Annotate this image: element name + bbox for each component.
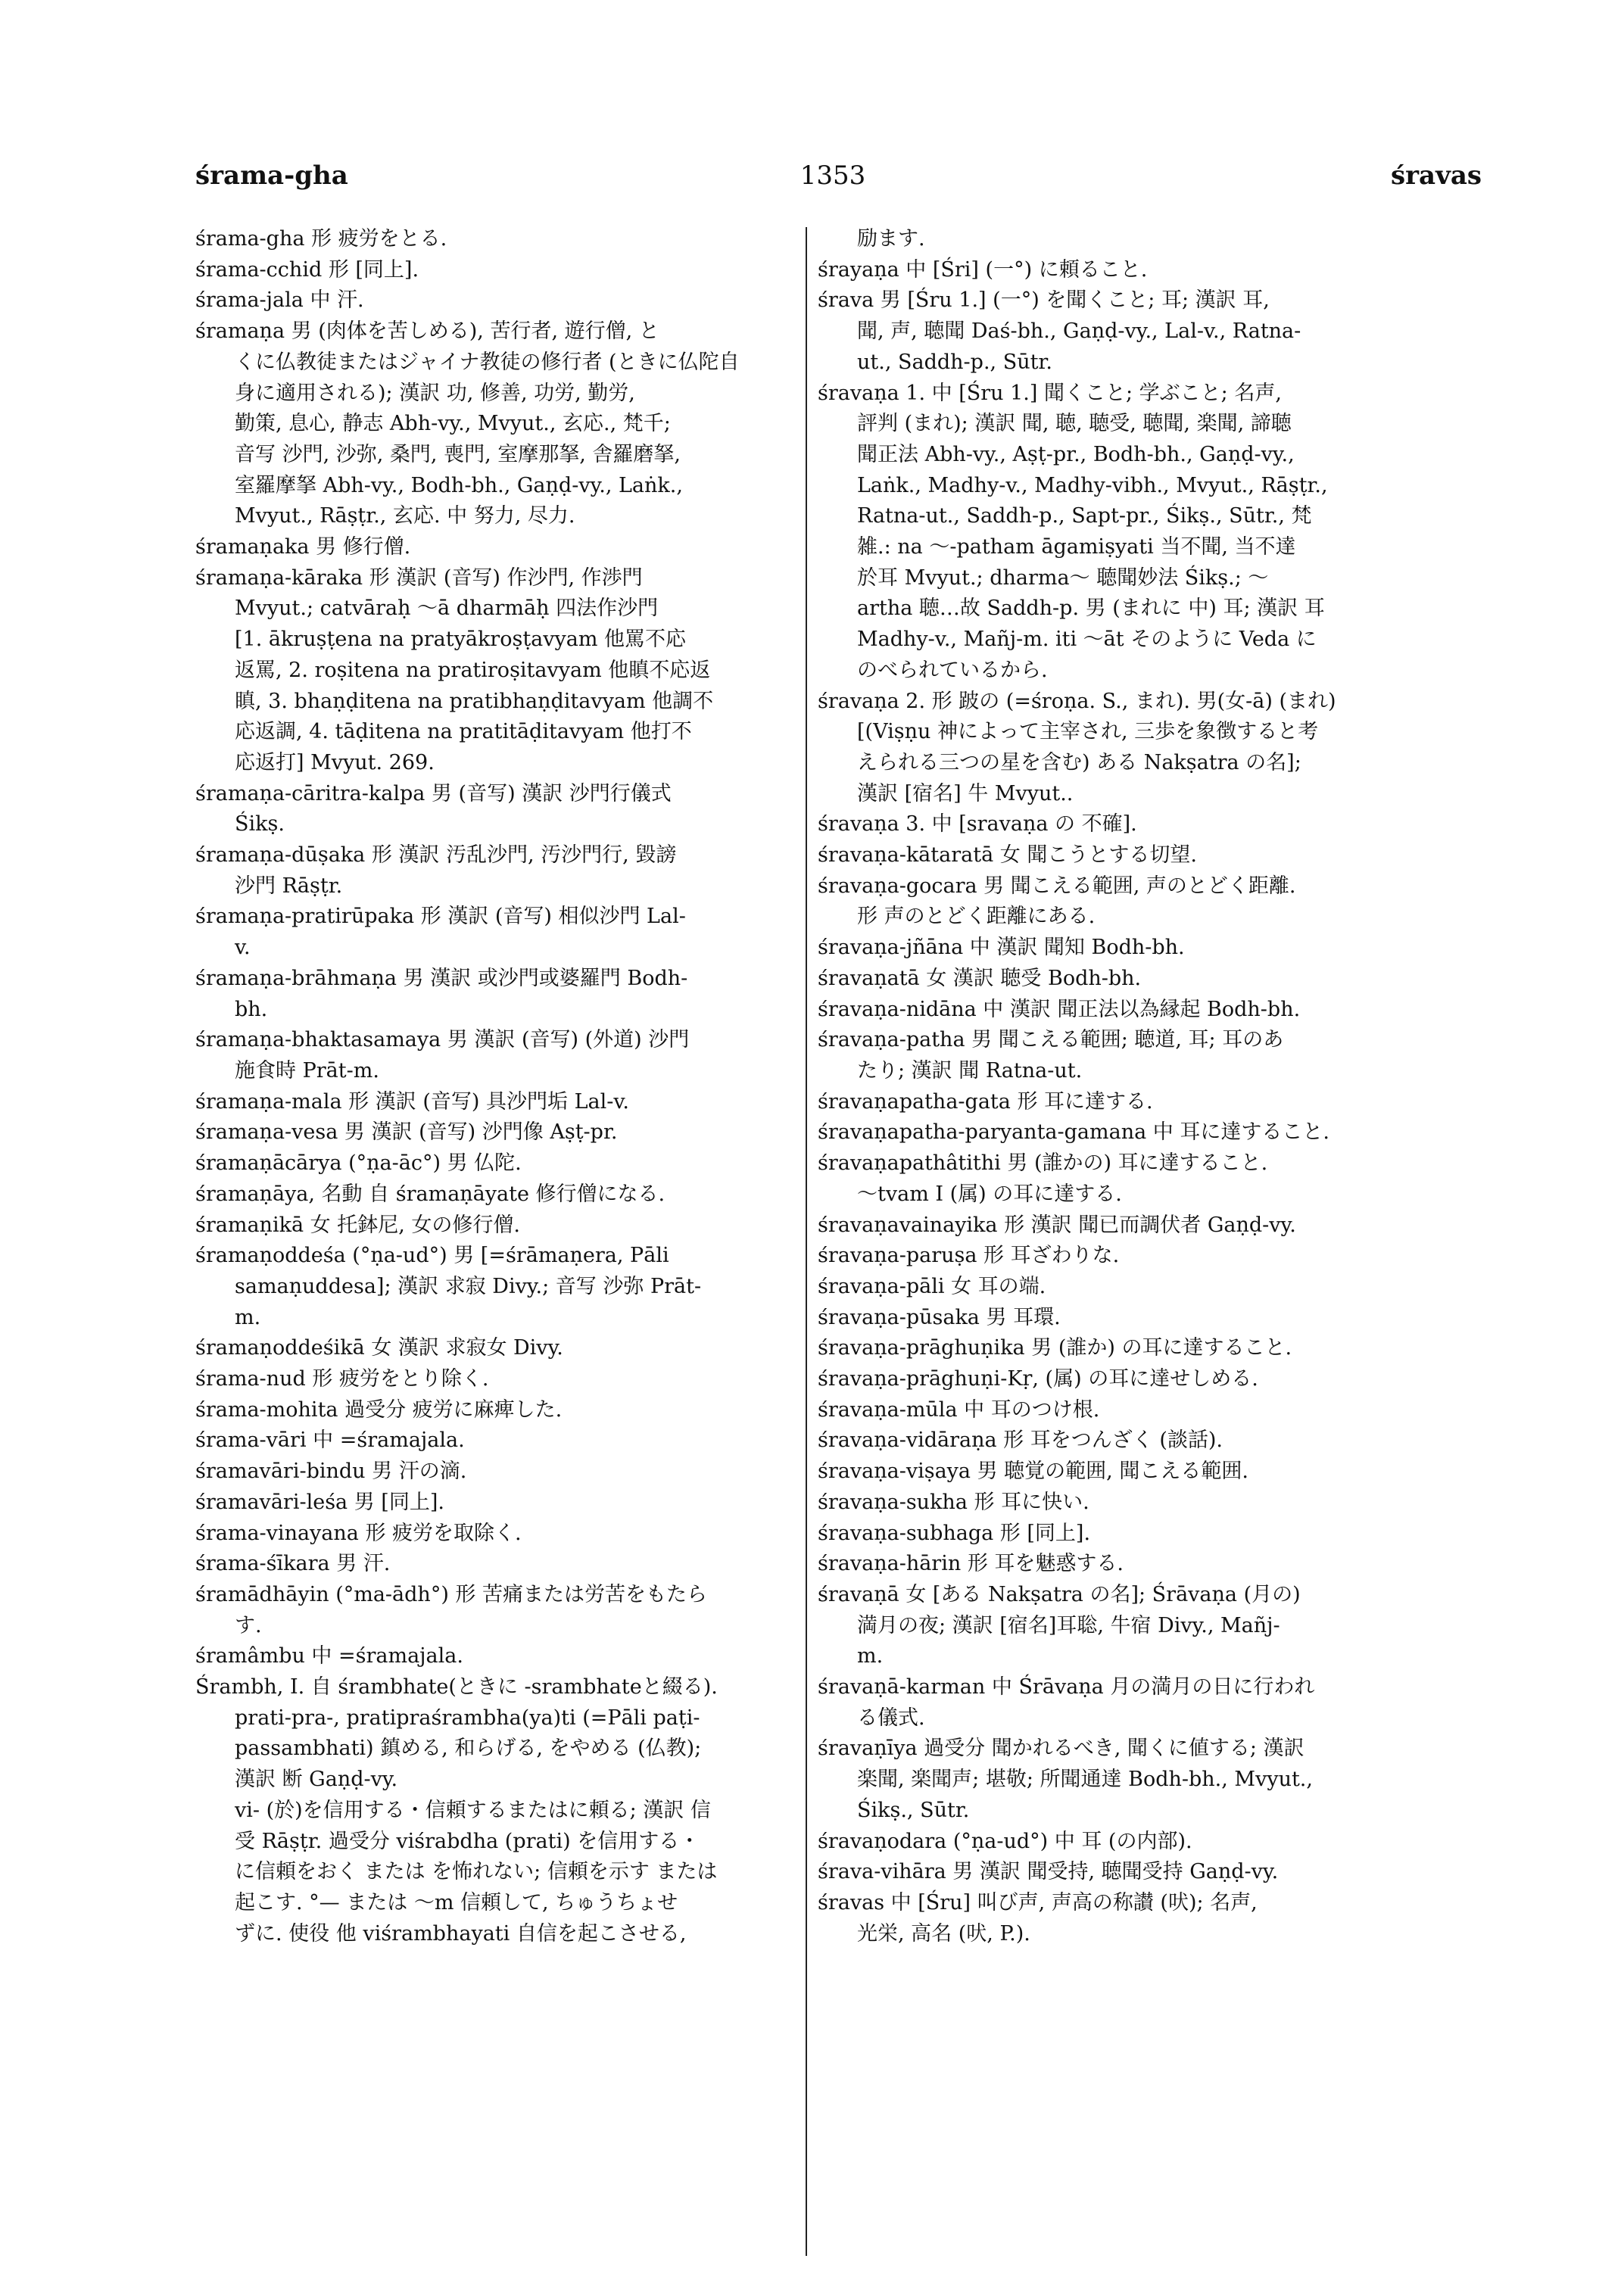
dictionary-entry: Śrambh, I. 自 śrambhate(ときに -srambhateと綴る). bbox=[195, 1675, 718, 1699]
dictionary-entry: śramaṇa-dūṣaka 形 漢訳 汚乱沙門, 汚沙門行, 毀謗 bbox=[195, 843, 677, 868]
entry-continuation: 身に適用される); 漢訳 功, 修善, 功労, 勤労, bbox=[235, 381, 635, 405]
dictionary-entry: śrava 男 [Śru 1.] (一°) を聞くこと; 耳; 漢訳 耳, bbox=[818, 288, 1270, 313]
entry-continuation: bh. bbox=[235, 997, 268, 1021]
entry-continuation: ずに. 使役 他 viśrambhayati 自信を起こさせる, bbox=[235, 1921, 687, 1946]
entry-continuation: m. bbox=[857, 1644, 884, 1668]
page-number: 1353 bbox=[800, 160, 866, 191]
dictionary-entry: śravaṇīya 過受分 聞かれるべき, 聞くに値する; 漢訳 bbox=[818, 1737, 1304, 1761]
dictionary-entry: śravaṇa-patha 男 聞こえる範囲; 聴道, 耳; 耳のあ bbox=[818, 1028, 1284, 1052]
dictionary-entry: śramaṇāya, 名動 自 śramaṇāyate 修行僧になる. bbox=[195, 1182, 665, 1206]
entry-continuation: 光栄, 高名 (吠, P.). bbox=[857, 1921, 1030, 1946]
entry-continuation: 勤策, 息心, 静志 Abh-vy., Mvyut., 玄応., 梵千; bbox=[235, 412, 671, 436]
entry-continuation: 応返打] Mvyut. 269. bbox=[235, 750, 435, 774]
dictionary-entry: śrama-jala 中 汗. bbox=[195, 288, 364, 313]
dictionary-entry: śravaṇa-paruṣa 形 耳ざわりな. bbox=[818, 1244, 1120, 1268]
dictionary-entry: śramaṇa-cāritra-kalpa 男 (音写) 漢訳 沙門行儀式 bbox=[195, 781, 672, 805]
dictionary-entry: śrama-mohita 過受分 疲労に麻痺した. bbox=[195, 1397, 563, 1422]
entry-continuation: Laṅk., Madhy-v., Madhy-vibh., Mvyut., Rāṣṭr., bbox=[857, 473, 1328, 497]
entry-continuation: 沙門 Rāṣṭr. bbox=[235, 874, 343, 898]
entry-continuation: passambhati) 鎮める, 和らげる, をやめる (仏教); bbox=[235, 1737, 702, 1761]
entry-continuation: Mvyut., Rāṣṭr., 玄応. 中 努力, 尽力. bbox=[235, 504, 575, 528]
entry-continuation: Madhy-v., Mañj-m. iti ～āt そのように Veda に bbox=[857, 628, 1317, 652]
dictionary-entry: śramaṇa-mala 形 漢訳 (音写) 具沙門垢 Lal-v. bbox=[195, 1089, 629, 1114]
entry-continuation: artha 聴…故 Saddh-p. 男 (まれに 中) 耳; 漢訳 耳 bbox=[857, 597, 1325, 621]
dictionary-entry: śravaṇa-prāghuṇi-Kṛ, (属) の耳に達せしめる. bbox=[818, 1367, 1258, 1391]
entry-continuation: 瞋, 3. bhaṇḍitena na pratibhaṇḍitavyam 他調不 bbox=[235, 689, 714, 713]
entry-continuation: 評判 (まれ); 漢訳 聞, 聴, 聴受, 聴聞, 楽聞, 諦聴 bbox=[857, 412, 1292, 436]
entry-continuation: 起こす. °— または ～m 信頼して, ちゅうちょせ bbox=[235, 1890, 678, 1914]
dictionary-entry: śravaṇatā 女 漢訳 聴受 Bodh-bh. bbox=[818, 966, 1142, 990]
dictionary-entry: śramaṇa-vesa 男 漢訳 (音写) 沙門像 Aṣṭ-pr. bbox=[195, 1120, 618, 1145]
dictionary-entry: śravaṇa 2. 形 跛の (=śroṇa. S., まれ). 男(女-ā) (まれ) bbox=[818, 689, 1336, 713]
entry-continuation: samaṇuddesa]; 漢訳 求寂 Divy.; 音写 沙弥 Prāt- bbox=[235, 1274, 702, 1298]
dictionary-entry: śravaṇa-prāghuṇika 男 (誰か) の耳に達すること. bbox=[818, 1336, 1292, 1360]
dictionary-entry: śravaṇavainayika 形 漢訳 聞已而調伏者 Gaṇḍ-vy. bbox=[818, 1213, 1296, 1237]
dictionary-entry: śravas 中 [Śru] 叫び声, 声高の称讃 (吠); 名声, bbox=[818, 1890, 1258, 1914]
dictionary-entry: śramaṇoddeśikā 女 漢訳 求寂女 Divy. bbox=[195, 1336, 563, 1360]
entry-continuation: prati-pra-, pratipraśrambha(ya)ti (=Pāli paṭi- bbox=[235, 1706, 700, 1730]
dictionary-entry: śravaṇā-karman 中 Śrāvaṇa 月の満月の日に行われ bbox=[818, 1675, 1315, 1699]
entry-continuation: ～tvam I (属) の耳に達する. bbox=[857, 1182, 1122, 1206]
running-head-left: śrama-gha bbox=[195, 160, 348, 191]
dictionary-entry: śravaṇa-hārin 形 耳を魅惑する. bbox=[818, 1552, 1124, 1576]
entry-continuation: m. bbox=[235, 1305, 261, 1329]
dictionary-entry: śravaṇapatha-gata 形 耳に達する. bbox=[818, 1089, 1153, 1114]
entry-continuation: 施食時 Prāt-m. bbox=[235, 1058, 379, 1083]
dictionary-entry: śramaṇa-bhaktasamaya 男 漢訳 (音写) (外道) 沙門 bbox=[195, 1028, 690, 1052]
entry-continuation: 受 Rāṣṭr. 過受分 viśrabdha (prati) を信用する・ bbox=[235, 1829, 700, 1853]
dictionary-entry: śravaṇapathâtithi 男 (誰かの) 耳に達すること. bbox=[818, 1151, 1268, 1176]
left-column bbox=[195, 224, 801, 1949]
dictionary-entry: śravaṇodara (°ṇa-ud°) 中 耳 (の内部). bbox=[818, 1829, 1192, 1853]
dictionary-entry: śravaṇa-viṣaya 男 聴覚の範囲, 聞こえる範囲. bbox=[818, 1460, 1248, 1484]
dictionary-entry: śravaṇa-kātaratā 女 聞こうとする切望. bbox=[818, 843, 1197, 868]
dictionary-entry: śramaṇaka 男 修行僧. bbox=[195, 535, 411, 559]
entry-continuation: Śikṣ. bbox=[235, 812, 285, 837]
dictionary-entry: śramavāri-leśa 男 [同上]. bbox=[195, 1490, 444, 1514]
entry-continuation: 於耳 Mvyut.; dharma～ 聴聞妙法 Śikṣ.; ～ bbox=[857, 565, 1269, 590]
dictionary-entry: śrama-vāri 中 =śramajala. bbox=[195, 1428, 465, 1453]
entry-continuation: 漢訳 断 Gaṇḍ-vy. bbox=[235, 1768, 398, 1792]
entry-continuation: vi- (於)を信用する・信頼するまたはに頼る; 漢訳 信 bbox=[235, 1798, 711, 1822]
running-head-right: śravas bbox=[1390, 160, 1482, 191]
dictionary-entry: śravaṇa-sukha 形 耳に快い. bbox=[818, 1490, 1089, 1514]
entry-continuation: Ratna-ut., Saddh-p., Sapt-pr., Śikṣ., Sūtr., 梵 bbox=[857, 504, 1312, 528]
entry-continuation: 音写 沙門, 沙弥, 桑門, 喪門, 室摩那拏, 舎羅磨拏, bbox=[235, 442, 681, 466]
entry-continuation: 形 声のとどく距離にある. bbox=[857, 905, 1096, 929]
entry-continuation: 励ます. bbox=[857, 227, 925, 251]
dictionary-entry: śravaṇa-mūla 中 耳のつけ根. bbox=[818, 1397, 1100, 1422]
dictionary-entry: śramaṇa-pratirūpaka 形 漢訳 (音写) 相似沙門 Lal- bbox=[195, 905, 686, 929]
entry-continuation: v. bbox=[235, 936, 251, 960]
dictionary-entry: śramaṇa-brāhmaṇa 男 漢訳 或沙門或婆羅門 Bodh- bbox=[195, 966, 688, 990]
entry-continuation: 楽聞, 楽聞声; 堪敬; 所聞通達 Bodh-bh., Mvyut., bbox=[857, 1768, 1313, 1792]
dictionary-entry: śravaṇā 女 [ある Nakṣatra の名]; Śrāvaṇa (月の) bbox=[818, 1582, 1301, 1606]
dictionary-entry: śramaṇikā 女 托鉢尼, 女の修行僧. bbox=[195, 1213, 520, 1237]
column-divider bbox=[806, 227, 807, 2256]
entry-continuation: Mvyut.; catvāraḥ ～ā dharmāḥ 四法作沙門 bbox=[235, 597, 659, 621]
dictionary-entry: śramaṇa-kāraka 形 漢訳 (音写) 作沙門, 作渉門 bbox=[195, 565, 643, 590]
dictionary-entry: śramaṇācārya (°ṇa-āc°) 男 仏陀. bbox=[195, 1151, 522, 1176]
dictionary-entry: śramaṇa 男 (肉体を苦しめる), 苦行者, 遊行僧, と bbox=[195, 319, 659, 344]
entry-continuation: 返罵, 2. roṣitena na pratiroṣitavyam 他瞋不応返 bbox=[235, 658, 711, 682]
entry-continuation: る儀式. bbox=[857, 1706, 925, 1730]
entry-continuation: 雑.: na ～-patham āgamiṣyati 当不聞, 当不達 bbox=[857, 535, 1296, 559]
entry-continuation: ut., Saddh-p., Sūtr. bbox=[857, 350, 1052, 374]
dictionary-entry: śrama-cchid 形 [同上]. bbox=[195, 257, 419, 282]
entry-continuation: たり; 漢訳 聞 Ratna-ut. bbox=[857, 1058, 1083, 1083]
dictionary-entry: śrama-vinayana 形 疲労を取除く. bbox=[195, 1521, 522, 1545]
page-header bbox=[0, 0, 1624, 212]
dictionary-entry: śravaṇa 1. 中 [Śru 1.] 聞くこと; 学ぶこと; 名声, bbox=[818, 381, 1282, 405]
entry-continuation: [(Viṣṇu 神によって主宰され, 三歩を象徴すると考 bbox=[857, 720, 1319, 744]
dictionary-entry: śravaṇa-subhaga 形 [同上]. bbox=[818, 1521, 1091, 1545]
entry-continuation: くに仏教徒またはジャイナ教徒の修行者 (ときに仏陀自 bbox=[235, 350, 740, 374]
dictionary-entry: śrama-nud 形 疲労をとり除く. bbox=[195, 1367, 489, 1391]
dictionary-entry: śravaṇa-pāli 女 耳の端. bbox=[818, 1274, 1046, 1298]
dictionary-entry: śramādhāyin (°ma-ādh°) 形 苦痛または労苦をもたら bbox=[195, 1582, 708, 1606]
right-column bbox=[818, 224, 1446, 1949]
entry-continuation: に信頼をおく または を怖れない; 信頼を示す または bbox=[235, 1860, 718, 1884]
dictionary-entry: śravaṇa-vidāraṇa 形 耳をつんざく (談話). bbox=[818, 1428, 1223, 1453]
entry-continuation: 聞正法 Abh-vy., Aṣṭ-pr., Bodh-bh., Gaṇḍ-vy., bbox=[857, 442, 1295, 466]
dictionary-entry: śravaṇa-nidāna 中 漢訳 聞正法以為縁起 Bodh-bh. bbox=[818, 997, 1301, 1021]
dictionary-entry: śravaṇapatha-paryanta-gamana 中 耳に達すること. bbox=[818, 1120, 1329, 1145]
dictionary-entry: śravaṇa-jñāna 中 漢訳 聞知 Bodh-bh. bbox=[818, 936, 1185, 960]
entry-continuation: 室羅摩拏 Abh-vy., Bodh-bh., Gaṇḍ-vy., Laṅk., bbox=[235, 473, 683, 497]
entry-continuation: えられる三つの星を含む) ある Nakṣatra の名]; bbox=[857, 750, 1301, 774]
dictionary-entry: śrama-śīkara 男 汗. bbox=[195, 1552, 391, 1576]
dictionary-entry: śrava-vihāra 男 漢訳 聞受持, 聴聞受持 Gaṇḍ-vy. bbox=[818, 1860, 1279, 1884]
entry-continuation: [1. ākruṣṭena na pratyākroṣṭavyam 他罵不応 bbox=[235, 628, 687, 652]
entry-continuation: 漢訳 [宿名] 牛 Mvyut.. bbox=[857, 781, 1074, 805]
entry-continuation: す. bbox=[235, 1613, 262, 1637]
dictionary-entry: śramâmbu 中 =śramajala. bbox=[195, 1644, 463, 1668]
entry-continuation: のべられているから. bbox=[857, 658, 1048, 682]
dictionary-entry: śravaṇa-gocara 男 聞こえる範囲, 声のとどく距離. bbox=[818, 874, 1296, 898]
dictionary-entry: śrayaṇa 中 [Śri] (一°) に頼ること. bbox=[818, 257, 1148, 282]
dictionary-entry: śrama-gha 形 疲労をとる. bbox=[195, 227, 447, 251]
dictionary-entry: śramavāri-bindu 男 汗の滴. bbox=[195, 1460, 467, 1484]
dictionary-entry: śravaṇa 3. 中 [sravaṇa の 不確]. bbox=[818, 812, 1137, 837]
dictionary-entry: śravaṇa-pūsaka 男 耳環. bbox=[818, 1305, 1061, 1329]
entry-continuation: 聞, 声, 聴聞 Daś-bh., Gaṇḍ-vy., Lal-v., Ratna- bbox=[857, 319, 1301, 344]
dictionary-entry: śramaṇoddeśa (°ṇa-ud°) 男 [=śrāmaṇera, Pāli bbox=[195, 1244, 669, 1268]
entry-continuation: 満月の夜; 漢訳 [宿名]耳聡, 牛宿 Divy., Mañj- bbox=[857, 1613, 1280, 1637]
entry-continuation: Śikṣ., Sūtr. bbox=[857, 1798, 970, 1822]
entry-continuation: 応返調, 4. tāḍitena na pratitāḍitavyam 他打不 bbox=[235, 720, 692, 744]
